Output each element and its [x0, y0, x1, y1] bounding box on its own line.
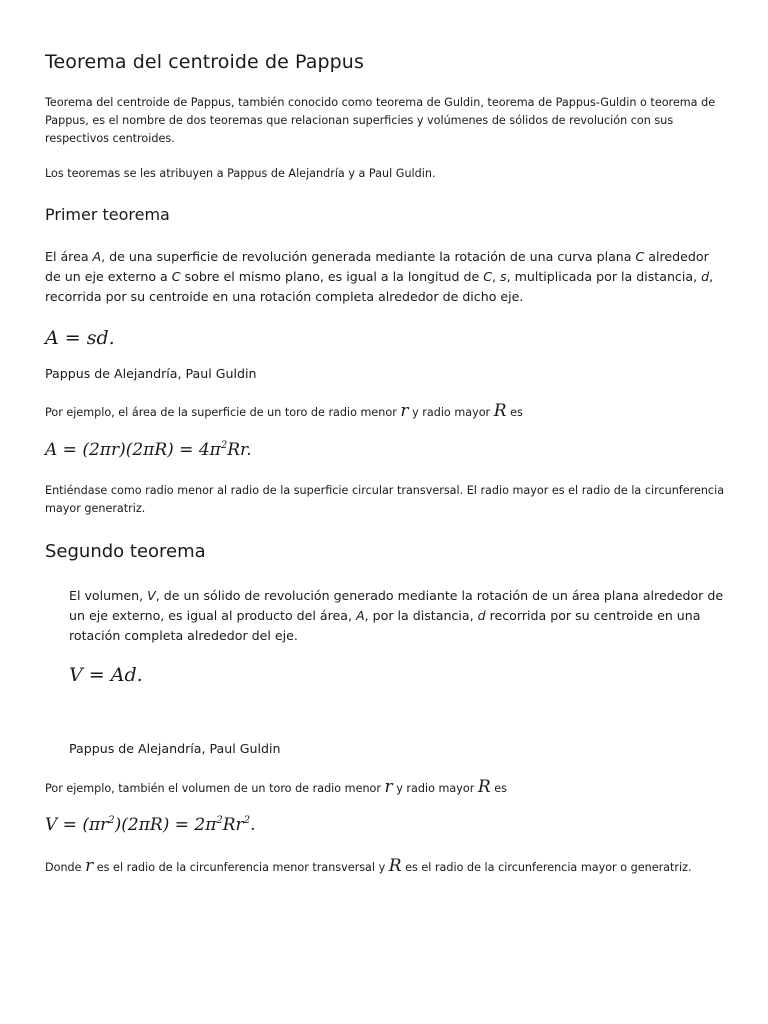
page-title: Teorema del centroide de Pappus — [45, 51, 364, 73]
segundo-attribution: Pappus de Alejandría, Paul Guldin — [69, 741, 281, 756]
primer-attribution: Pappus de Alejandría, Paul Guldin — [45, 366, 257, 381]
intro-attribution-paragraph: Los teoremas se les atribuyen a Pappus de Alejandría y a Paul Guldin. — [45, 167, 436, 180]
segundo-example: Por ejemplo, también el volumen de un toro de radio menor r y radio mayor R es — [45, 777, 507, 797]
formula-torus-volume: $V = (\pi r^2)(2\pi R) = 2\pi^2Rr^2$. — [45, 815, 256, 835]
primer-example: Por ejemplo, el área de la superficie de un toro de radio menor r y radio mayor R es — [45, 401, 523, 421]
primer-teorema-paragraph: El área A, de una superficie de revolución generada mediante la rotación de una curva plana C alrededor de un eje externo a C sobre el mismo plano, es igual a la longitud de C, s, multiplicada por la distancia, d, recorrida por su centroide en una rotación completa alrededor de dicho eje. — [45, 249, 714, 304]
formula-torus-area: $A = (2\pi r)(2\pi R) = 4\pi^2Rr$. — [45, 440, 252, 460]
section-heading-segundo-teorema: Segundo teorema — [45, 541, 206, 562]
primer-note: Entiéndase como radio menor al radio de la superficie circular transversal. El radio mayor es el radio de la circunferencia mayor generatriz. — [45, 484, 725, 515]
segundo-teorema-paragraph: El volumen, V, de un sólido de revolución generado mediante la rotación de un área plana alrededor de un eje externo, es igual al producto del área, A, por la distancia, d recorrida por su centroide en una rotación completa alrededor del eje. — [69, 588, 724, 643]
section-heading-primer-teorema: Primer teorema — [45, 205, 170, 224]
segundo-donde: Donde r es el radio de la circunferencia menor transversal y R es el radio de la circunferencia mayor o generatriz. — [45, 856, 692, 876]
intro-paragraph: Teorema del centroide de Pappus, también conocido como teorema de Guldin, teorema de Pappus-Guldin o teorema de Pappus, es el nombre de dos teoremas que relacionan superficies y volúmenes de sólidos de revolución con sus respectivos centroides. — [45, 96, 716, 145]
formula-area: A = sd. — [45, 327, 115, 349]
formula-volume: V = Ad. — [69, 664, 143, 686]
